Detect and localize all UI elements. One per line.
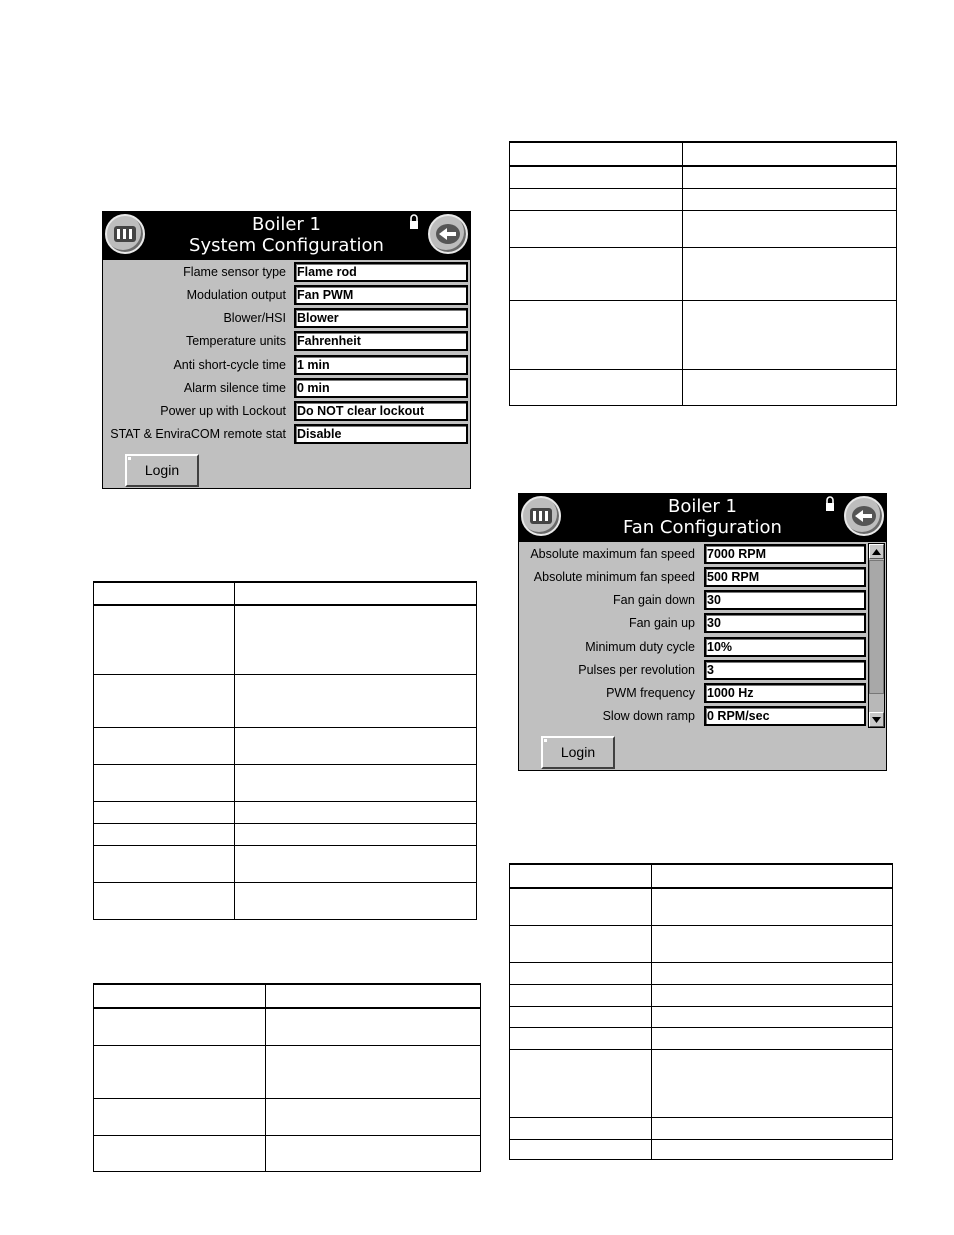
setting-value-flame-sensor-type[interactable]: Flame rod — [294, 262, 468, 282]
table-row — [94, 1045, 481, 1098]
screen-title-boiler: Boiler 1 — [251, 214, 321, 235]
table-row — [510, 210, 897, 247]
top-right-table — [509, 141, 897, 406]
home-button[interactable] — [521, 496, 561, 536]
table-header-row — [510, 142, 897, 166]
setting-label-anti-short-cycle-time: Anti short-cycle time — [173, 358, 286, 372]
setting-value-minimum-duty-cycle[interactable]: 10% — [704, 637, 866, 657]
table-row — [510, 1117, 893, 1139]
setting-label-pwm-frequency: PWM frequency — [606, 686, 695, 700]
back-button[interactable] — [428, 214, 468, 254]
setting-label-fan-gain-up: Fan gain up — [628, 616, 695, 630]
setting-label-power-up-with-lockout: Power up with Lockout — [160, 404, 286, 418]
screen-title: System Configuration — [189, 235, 384, 256]
setting-label-absolute-maximum-fan-speed: Absolute maximum fan speed — [530, 547, 695, 561]
system-configuration-screen — [102, 211, 471, 489]
setting-label-absolute-minimum-fan-speed: Absolute minimum fan speed — [533, 570, 695, 584]
setting-value-anti-short-cycle-time[interactable]: 1 min — [294, 355, 468, 375]
table-row — [510, 1006, 893, 1027]
table-row — [94, 1008, 481, 1045]
back-button[interactable] — [844, 496, 884, 536]
screen-title: Fan Configuration — [623, 517, 782, 538]
table-row — [510, 888, 893, 925]
scroll-up-arrow-icon — [872, 549, 881, 555]
table-row — [510, 1049, 893, 1117]
setting-value-fan-gain-down[interactable]: 30 — [704, 590, 866, 610]
table-row — [94, 845, 477, 882]
setting-value-absolute-minimum-fan-speed[interactable]: 500 RPM — [704, 567, 866, 587]
setting-label-stat-enviracom-remote-stat: STAT & EnviraCOM remote stat — [110, 427, 286, 441]
login-button[interactable]: Login — [541, 736, 615, 769]
table-row — [510, 188, 897, 210]
setting-label-fan-gain-down: Fan gain down — [612, 593, 695, 607]
lock-icon — [825, 496, 835, 512]
lower-left-table — [93, 983, 481, 1172]
setting-value-absolute-maximum-fan-speed[interactable]: 7000 RPM — [704, 544, 866, 564]
table-row — [510, 1027, 893, 1049]
boiler-icon — [113, 224, 137, 244]
fan-configuration-table — [509, 863, 893, 1160]
table-row — [94, 764, 477, 801]
setting-label-blower-hsi: Blower/HSI — [223, 311, 286, 325]
setting-label-flame-sensor-type: Flame sensor type — [183, 265, 286, 279]
setting-value-temperature-units[interactable]: Fahrenheit — [294, 331, 468, 351]
boiler-icon — [529, 506, 553, 526]
table-header-row — [510, 864, 893, 888]
table-row — [510, 925, 893, 962]
table-row — [510, 166, 897, 188]
setting-value-blower-hsi[interactable]: Blower — [294, 308, 468, 328]
table-row — [510, 984, 893, 1006]
setting-value-slow-down-ramp[interactable]: 0 RPM/sec — [704, 706, 866, 726]
table-row — [94, 727, 477, 764]
back-arrow-icon — [851, 505, 877, 527]
login-button[interactable]: Login — [125, 454, 199, 487]
table-row — [94, 1135, 481, 1171]
setting-value-stat-enviracom-remote-stat[interactable]: Disable — [294, 424, 468, 444]
setting-value-modulation-output[interactable]: Fan PWM — [294, 285, 468, 305]
scroll-down-arrow-icon — [872, 717, 881, 723]
table-row — [510, 962, 893, 984]
setting-label-minimum-duty-cycle: Minimum duty cycle — [585, 640, 695, 654]
system-configuration-table — [93, 581, 477, 920]
table-row — [94, 801, 477, 823]
scroll-down-button[interactable] — [869, 712, 884, 727]
screen-title-boiler: Boiler 1 — [667, 496, 737, 517]
scroll-up-button[interactable] — [869, 544, 884, 559]
setting-label-modulation-output: Modulation output — [186, 288, 286, 302]
table-row — [94, 674, 477, 727]
setting-value-fan-gain-up[interactable]: 30 — [704, 613, 866, 633]
table-row — [94, 882, 477, 919]
setting-label-pulses-per-revolution: Pulses per revolution — [578, 663, 695, 677]
table-row — [94, 823, 477, 845]
table-row — [94, 1098, 481, 1135]
back-arrow-icon — [435, 223, 461, 245]
setting-value-pwm-frequency[interactable]: 1000 Hz — [704, 683, 866, 703]
fan-configuration-screen — [518, 493, 887, 771]
table-row — [510, 247, 897, 300]
setting-value-alarm-silence-time[interactable]: 0 min — [294, 378, 468, 398]
table-header-row — [94, 582, 477, 605]
scrollbar-thumb[interactable] — [869, 560, 884, 694]
setting-value-pulses-per-revolution[interactable]: 3 — [704, 660, 866, 680]
setting-label-alarm-silence-time: Alarm silence time — [183, 381, 286, 395]
table-row — [94, 605, 477, 674]
table-row — [510, 1139, 893, 1159]
lock-icon — [409, 214, 419, 230]
table-row — [510, 300, 897, 369]
table-header-row — [94, 984, 481, 1008]
home-button[interactable] — [105, 214, 145, 254]
table-row — [510, 369, 897, 405]
settings-scrollbar[interactable] — [868, 543, 885, 728]
setting-value-power-up-with-lockout[interactable]: Do NOT clear lockout — [294, 401, 468, 421]
setting-label-temperature-units: Temperature units — [185, 334, 286, 348]
setting-label-slow-down-ramp: Slow down ramp — [602, 709, 695, 723]
